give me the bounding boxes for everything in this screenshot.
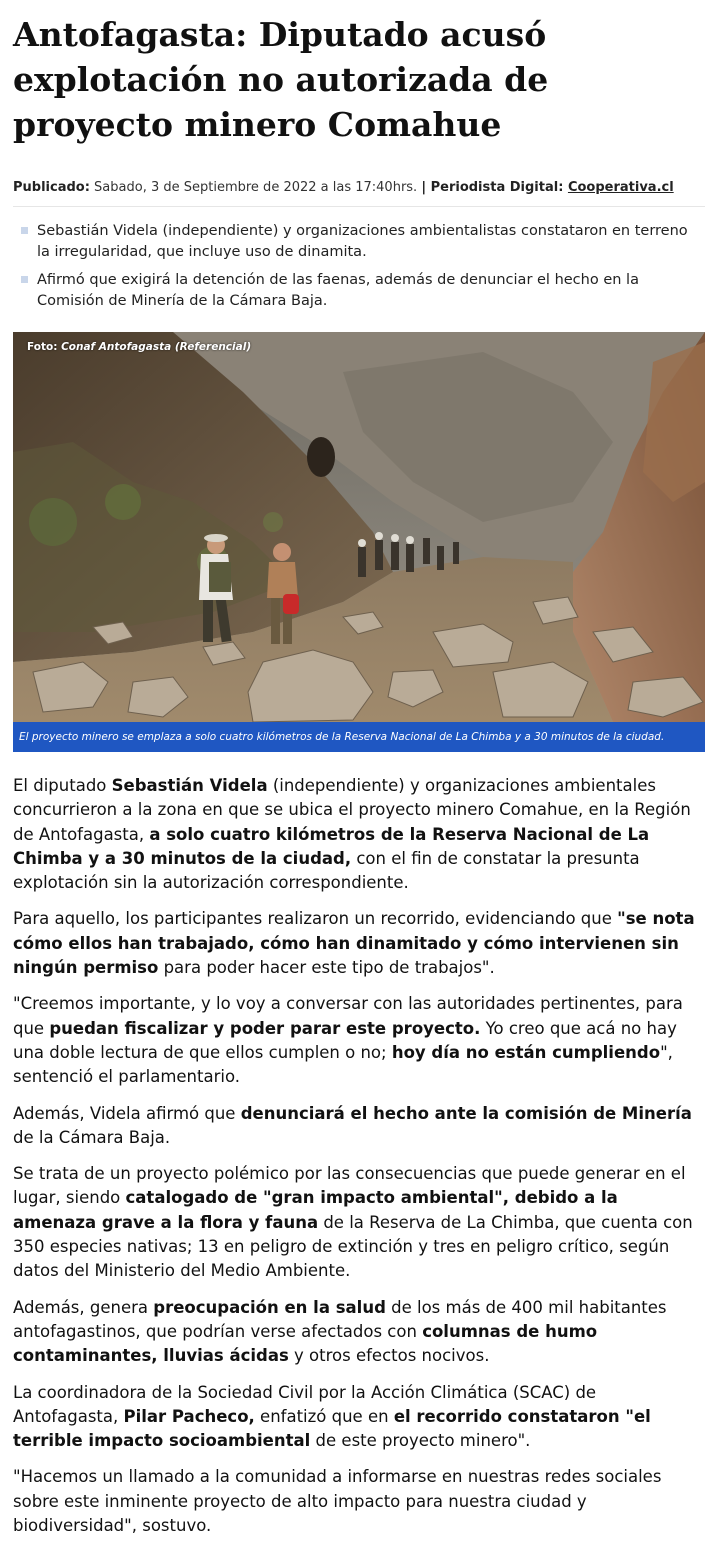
- bold-text: Pilar Pacheco,: [123, 1406, 255, 1426]
- meta-separator: |: [421, 180, 427, 195]
- summary-text: Sebastián Videla (independiente) y organizaciones ambientalistas constataron en terreno la irregularidad, que incluye uso de dinamita.: [37, 223, 688, 260]
- photo-caption: El proyecto minero se emplaza a solo cuatro kilómetros de la Reserva Nacional de La Chimba y a 30 minutos de la ciudad.: [13, 722, 705, 752]
- paragraph-text: El diputado: [13, 776, 112, 795]
- paragraph-text: (independiente) y organizaciones ambientales concurrieron a la zona en que se ubica el proyecto minero Comahue, en la Región de Antofagasta,: [13, 776, 691, 844]
- paragraph-text: de los más de 400 mil habitantes antofagastinos, que podrían verse afectados con: [13, 1297, 667, 1341]
- bold-text: hoy día no están cumpliendo: [391, 1042, 661, 1062]
- bold-text: puedan fiscalizar y poder parar este proyecto.: [49, 1018, 481, 1038]
- article-body: [13, 774, 705, 1538]
- article-figure: [13, 332, 705, 752]
- published-label: Publicado:: [13, 180, 90, 195]
- photo-credit-value: Conaf Antofagasta (Referencial): [61, 341, 252, 353]
- paragraph-text: Además, genera: [13, 1297, 154, 1317]
- bold-text: preocupación en la salud: [153, 1297, 386, 1317]
- summary-item: [21, 270, 705, 312]
- paragraph-text: y otros efectos nocivos.: [288, 1346, 490, 1366]
- paragraph-text: Yo creo que acá no hay una doble lectura de que ellos cumplen o no;: [13, 1018, 677, 1062]
- article-summary: [13, 221, 705, 312]
- body-paragraph: [13, 907, 705, 980]
- article-title: Antofagasta: Diputado acusó explotación no autorizada de proyecto minero Comahue: [13, 15, 549, 144]
- journalist-link[interactable]: Cooperativa.cl: [567, 180, 674, 195]
- bold-text: denunciará el hecho ante la comisión de Minería: [240, 1103, 692, 1123]
- article-meta: [13, 178, 705, 198]
- bold-text: a solo cuatro kilómetros de la Reserva Nacional de La Chimba y a 30 minutos de la ciudad,: [13, 824, 650, 868]
- square-bullet-icon: [21, 227, 28, 234]
- article-photo[interactable]: [13, 332, 705, 722]
- bold-text: "se nota cómo ellos han trabajado, cómo han dinamitado y cómo intervienen sin ningún permiso: [13, 909, 695, 978]
- paragraph-text: enfatizó que en: [254, 1406, 394, 1426]
- bold-text: catalogado de "gran impacto ambiental", debido a la amenaza grave a la flora y fauna: [13, 1188, 618, 1232]
- paragraph-text: Además, Videla afirmó que: [13, 1103, 241, 1123]
- paragraph-text: ", sentenció el parlamentario.: [13, 1042, 673, 1087]
- paragraph-text: con el fin de constatar la presunta explotación sin la autorización correspondiente.: [13, 848, 640, 893]
- meta-divider: [13, 206, 705, 207]
- paragraph-text: La coordinadora de la Sociedad Civil por la Acción Climática (SCAC) de Antofagasta,: [13, 1382, 597, 1426]
- journalist-label: Periodista Digital:: [426, 180, 568, 195]
- bold-text: Sebastián Videla: [111, 776, 268, 795]
- body-paragraph: [13, 1102, 705, 1151]
- paragraph-text: Para aquello, los participantes realizaron un recorrido, evidenciando que: [13, 909, 618, 929]
- bold-text: el recorrido constataron "el terrible impacto socioambiental: [13, 1406, 651, 1451]
- paragraph-text: para poder hacer este tipo de trabajos".: [158, 958, 495, 978]
- body-paragraph: [13, 1162, 705, 1283]
- paragraph-text: "Hacemos un llamado a la comunidad a informarse en nuestras redes sociales sobre este inminente proyecto de alto impacto para nuestra ciudad y biodiversidad", sostuvo.: [13, 1467, 662, 1536]
- body-paragraph: [13, 1465, 705, 1538]
- paragraph-text: de la Reserva de La Chimba, que cuenta con 350 especies nativas; 13 en peligro de extinción y tres en peligro crítico, según datos del Ministerio del Medio Ambiente.: [13, 1212, 693, 1281]
- body-paragraph: [13, 992, 705, 1089]
- paragraph-text: "Creemos importante, y lo voy a conversar con las autoridades pertinentes, para que: [13, 994, 683, 1038]
- published-date: Sabado, 3 de Septiembre de 2022 a las 17:40hrs.: [89, 180, 422, 195]
- paragraph-text: Se trata de un proyecto polémico por las consecuencias que puede generar en el lugar, siendo: [13, 1164, 686, 1208]
- summary-text: Afirmó que exigirá la detención de las faenas, además de denunciar el hecho en la Comisión de Minería de la Cámara Baja.: [37, 272, 639, 309]
- paragraph-text: de este proyecto minero".: [310, 1431, 531, 1451]
- photo-credit-label: Foto:: [27, 341, 62, 353]
- body-paragraph: [13, 774, 705, 895]
- body-paragraph: [13, 1381, 705, 1454]
- square-bullet-icon: [21, 276, 28, 283]
- bold-text: columnas de humo contaminantes, lluvias ácidas: [13, 1321, 598, 1366]
- canyon-hikers-photo: [13, 332, 705, 722]
- paragraph-text: de la Cámara Baja.: [13, 1127, 171, 1147]
- body-paragraph: [13, 1296, 705, 1369]
- photo-credit: [27, 341, 251, 353]
- summary-item: [21, 221, 705, 263]
